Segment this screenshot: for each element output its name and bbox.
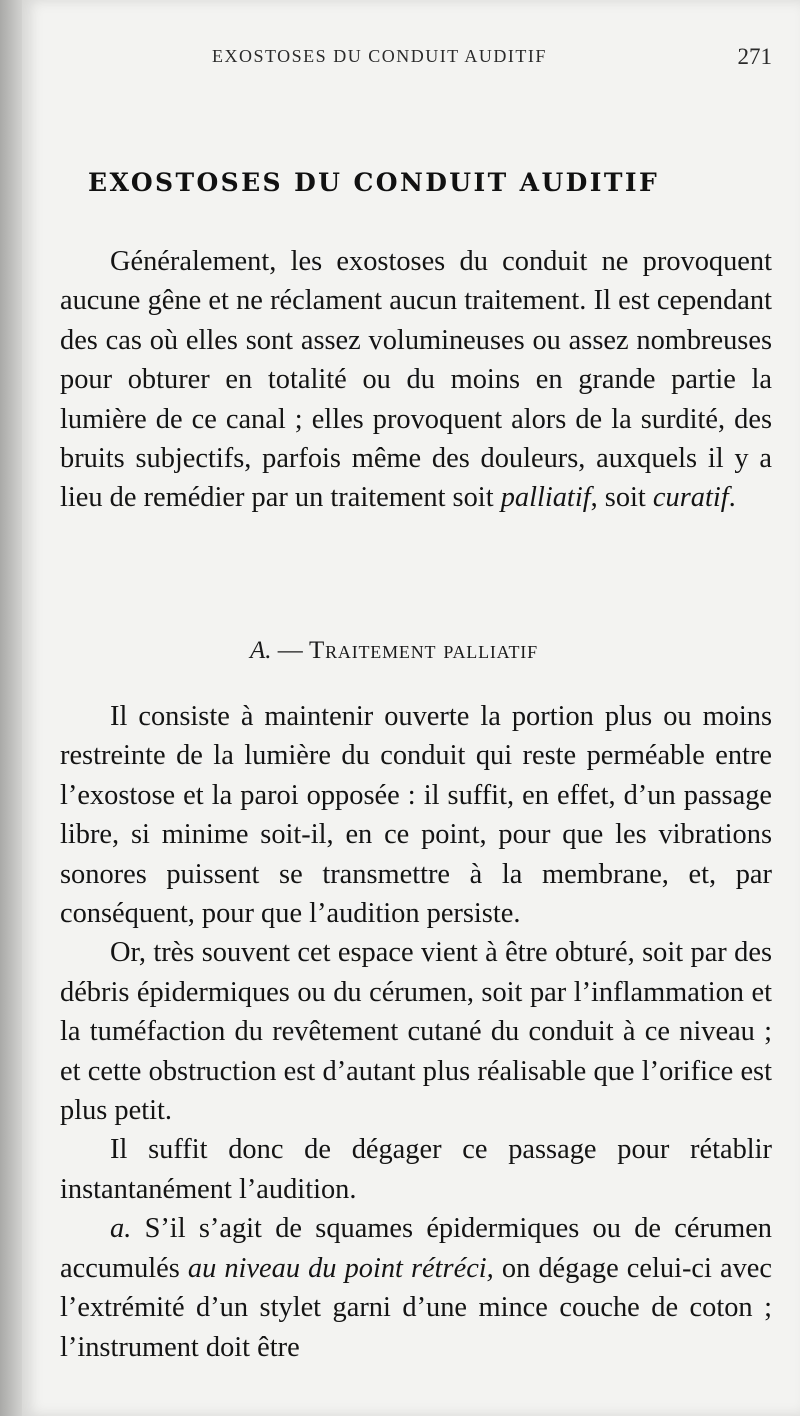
- running-header-title: EXOSTOSES DU CONDUIT AUDITIF: [212, 46, 547, 66]
- intro-italic-curatif: curatif: [652, 482, 729, 514]
- section-dash: —: [271, 637, 310, 664]
- paragraph-degager: Il suffit donc de dégager ce passage pour rétablir instantanément l’audition.: [60, 1134, 772, 1205]
- intro-paragraph: [60, 242, 772, 518]
- squames-italic: au niveau du point rétréci,: [187, 1252, 494, 1284]
- paragraph-consiste: Il consiste à maintenir ouverte la portion plus ou moins restreinte de la lumière du conduit qui reste perméable entre l’exostose et la paroi opposée : il suffit, en effet, d’un passage libre, si minime soit-il, en ce point, pour que les vibrations sonores puissent se transmettre à la membrane, et, par conséquent, pour que l’audition persiste.: [60, 701, 772, 930]
- intro-text-2: , soit: [590, 482, 653, 514]
- intro-text-3: .: [728, 482, 736, 514]
- section-letter: A.: [250, 637, 272, 664]
- page-number: 271: [737, 44, 772, 69]
- scan-shadow-edge: [0, 0, 22, 1416]
- palliatif-section-body: [60, 697, 772, 1367]
- paragraph-obstruction: Or, très souvent cet espace vient à être obturé, soit par des débris épidermiques ou du cérumen, soit par l’inflammation et la tuméfaction du revêtement cutané du conduit à ce niveau ; et cette obstruction est d’autant plus réalisable que l’orifice est plus petit.: [60, 937, 772, 1127]
- squames-text-2: on dégage celui-ci avec l’extrémité d’un stylet garni d’une mince couche de coton ; l’instrument doit être: [60, 1252, 772, 1363]
- section-title: Traitement palliatif: [309, 637, 538, 664]
- section-heading-a: [250, 637, 538, 665]
- item-label-a: a.: [110, 1213, 132, 1245]
- book-page: [22, 0, 800, 1416]
- intro-italic-palliatif: palliatif: [500, 482, 591, 514]
- chapter-title: EXOSTOSES DU CONDUIT AUDITIF: [88, 168, 660, 197]
- intro-text-1: Généralement, les exostoses du conduit ne provoquent aucune gêne et ne réclament aucun traitement. Il est cependant des cas où elles sont assez volumineuses ou assez nombreuses pour obturer en totalité ou du moins en grande partie la lumière de ce canal ; elles provoquent alors de la surdité, des bruits subjectifs, parfois même des douleurs, auxquels il y a lieu de remédier par un traitement soit: [60, 246, 772, 514]
- squames-text-1: S’il s’agit de squames épidermiques ou de cérumen accumulés: [60, 1213, 772, 1284]
- paragraph-squames: [60, 1209, 772, 1367]
- intro-paragraph-text: [60, 242, 772, 518]
